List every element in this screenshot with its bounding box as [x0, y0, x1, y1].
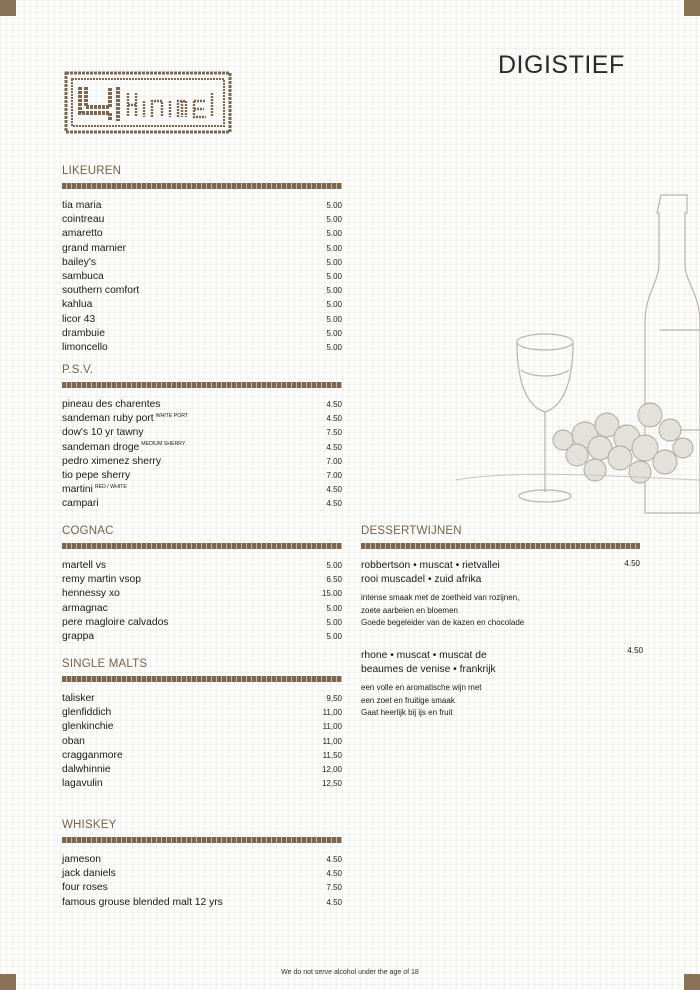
- menu-item-name: tia maria: [62, 200, 102, 211]
- menu-item-row: [62, 213, 342, 227]
- dessert-wine-description: [361, 592, 640, 630]
- menu-item-price: 7.00: [326, 470, 342, 480]
- dessert-wine-item: [361, 559, 640, 649]
- menu-item-price: 5.00: [326, 603, 342, 613]
- menu-item-row: [62, 763, 342, 777]
- menu-item: [62, 298, 92, 312]
- menu-item-price: 9,50: [326, 694, 342, 703]
- section-divider: [361, 543, 640, 549]
- menu-item-row: [62, 706, 342, 720]
- menu-item: [62, 398, 160, 412]
- menu-item-price: 12,50: [321, 779, 342, 789]
- menu-item-row: [62, 298, 342, 312]
- menu-item-name: pedro ximenez sherry: [62, 455, 162, 467]
- menu-item-name: martell vs: [62, 560, 107, 571]
- menu-item: [62, 199, 101, 213]
- menu-item: [62, 720, 114, 734]
- menu-item-row: [62, 469, 342, 483]
- menu-item-note: RED / WHITE: [94, 483, 127, 490]
- menu-item-price: 4.50: [326, 485, 342, 495]
- menu-item: [62, 692, 95, 706]
- menu-item-name: sandeman ruby port: [62, 413, 154, 425]
- menu-item-name: dow's 10 yr tawny: [62, 427, 144, 439]
- menu-item: [62, 706, 111, 720]
- menu-item-name: jameson: [62, 854, 101, 865]
- menu-item: [62, 313, 95, 327]
- menu-item-name: lagavulin: [62, 778, 103, 790]
- corner-ornament: [684, 0, 700, 16]
- menu-item-name: sandeman droge: [62, 441, 140, 453]
- dessert-wine-title-line: robbertson • muscat • rietvallei: [361, 560, 500, 571]
- menu-item: [62, 497, 99, 511]
- menu-item-name: bailey's: [62, 256, 97, 268]
- menu-item: [62, 867, 116, 881]
- section-divider: [62, 543, 342, 549]
- menu-item-price: 4.50: [326, 855, 342, 864]
- wine-bottle-glass-grapes-illustration: [455, 190, 700, 520]
- menu-item-price: 7.50: [326, 883, 342, 893]
- menu-item: [62, 455, 161, 469]
- dessert-wine-title-line: beaumes de venise • frankrijk: [361, 663, 496, 675]
- section-single-malts: [62, 657, 342, 791]
- menu-item-row: [62, 426, 342, 440]
- menu-item-price: 7.50: [326, 428, 342, 438]
- dessert-wine-description-line: een volle en aromatische wijn met: [361, 683, 482, 692]
- menu-item-price: 5.00: [326, 271, 342, 281]
- menu-item-name: martini: [62, 484, 93, 496]
- age-restriction-note: We do not serve alcohol under the age of 18: [281, 969, 419, 976]
- dessert-wine-title-line: rooi muscadel • zuid afrika: [361, 573, 482, 585]
- section-likeuren: [62, 164, 342, 355]
- section-title: WHISKEY: [62, 819, 117, 831]
- menu-item-price: 4.50: [326, 414, 342, 424]
- section-divider: [62, 183, 342, 189]
- menu-item: [62, 896, 223, 910]
- menu-item: [62, 735, 85, 749]
- menu-item: [62, 749, 123, 763]
- menu-item-row: [62, 497, 342, 511]
- menu-item-price: 5.00: [326, 561, 342, 570]
- menu-item-row: [62, 313, 342, 327]
- menu-item-name: grappa: [62, 630, 95, 642]
- section-divider: [62, 382, 342, 388]
- menu-item-row: [62, 777, 342, 791]
- menu-item-name: dalwhinnie: [62, 763, 111, 775]
- menu-item-price: 12,00: [321, 764, 342, 774]
- section-cognac: [62, 524, 342, 644]
- menu-item-name: limoncello: [62, 341, 108, 353]
- menu-item: [62, 213, 104, 227]
- menu-item-price: 4.50: [326, 442, 342, 452]
- dessert-wine-description-line: een zoet en fruitige smaak: [361, 695, 455, 705]
- section-divider: [62, 676, 342, 682]
- menu-item-name: armagnac: [62, 602, 108, 614]
- menu-item: [62, 242, 126, 256]
- menu-item-price: 5.00: [326, 229, 342, 239]
- menu-item: [62, 630, 94, 644]
- menu-item: [62, 441, 185, 455]
- menu-item-row: [62, 749, 342, 763]
- menu-list-psv: [62, 398, 342, 512]
- menu-item-name: jack daniels: [62, 868, 116, 880]
- dessert-wine-description-line: zoete aarbeien en bloemen: [361, 605, 458, 615]
- menu-item-name: glenfiddich: [62, 707, 112, 719]
- menu-item: [62, 602, 108, 616]
- dessert-wine-description-line: Gaat heerlijk bij ijs en fruit: [361, 708, 453, 718]
- menu-item-name: pineau des charentes: [62, 399, 161, 410]
- menu-item-row: [62, 867, 342, 881]
- menu-item-row: [62, 602, 342, 616]
- menu-item-row: [62, 242, 342, 256]
- menu-item-row: [62, 559, 342, 573]
- menu-item-row: [62, 881, 342, 895]
- page-title: DIGISTIEF: [498, 51, 625, 79]
- menu-item-name: four roses: [62, 882, 108, 894]
- menu-item-price: 5.00: [326, 314, 342, 324]
- menu-item-name: drambuie: [62, 327, 105, 339]
- menu-item: [62, 881, 108, 895]
- menu-item-row: [62, 735, 342, 749]
- menu-item: [62, 270, 104, 284]
- menu-item: [62, 853, 101, 867]
- menu-item-row: [62, 398, 342, 412]
- menu-item-row: [62, 327, 342, 341]
- section-title: DESSERTWIJNEN: [361, 525, 462, 537]
- menu-item-price: 5.00: [326, 257, 342, 267]
- restaurant-logo-icon: [64, 71, 232, 134]
- menu-item: [62, 256, 96, 270]
- section-dessertwijnen: [361, 524, 643, 729]
- menu-item-row: [62, 587, 342, 601]
- dessert-wine-title: [361, 559, 601, 586]
- dessert-wine-price: 4.50: [624, 559, 640, 568]
- menu-item-price: 4.50: [326, 400, 342, 409]
- menu-item-name: glenkinchie: [62, 721, 114, 733]
- menu-item-row: [62, 341, 342, 355]
- menu-item-name: campari: [62, 498, 99, 510]
- menu-item-price: 5.00: [326, 617, 342, 627]
- menu-item-row: [62, 692, 342, 706]
- menu-item-row: [62, 256, 342, 270]
- dessert-wine-price: 4.50: [627, 646, 643, 655]
- menu-item-price: 5.00: [326, 342, 342, 352]
- menu-list-cognac: [62, 559, 342, 644]
- section-title: COGNAC: [62, 525, 114, 537]
- menu-item-price: 6.50: [326, 575, 342, 585]
- menu-item-row: [62, 630, 342, 644]
- section-title: SINGLE MALTS: [62, 658, 148, 670]
- section-whiskey: [62, 818, 342, 910]
- menu-item-price: 5.00: [326, 328, 342, 338]
- menu-item-row: [62, 720, 342, 734]
- menu-item-price: 11,50: [322, 750, 342, 760]
- menu-item: [62, 763, 111, 777]
- menu-item-price: 5.00: [326, 631, 342, 641]
- section-title: LIKEUREN: [62, 165, 122, 177]
- menu-item-name: oban: [62, 735, 85, 747]
- menu-item-price: 5.00: [326, 300, 342, 310]
- menu-item-price: 4.50: [326, 869, 342, 879]
- menu-item-price: 7.00: [326, 456, 342, 466]
- menu-item-name: kahlua: [62, 299, 93, 311]
- corner-ornament: [0, 974, 16, 990]
- section-title: P.S.V.: [62, 364, 94, 376]
- menu-item-name: pere magloire calvados: [62, 616, 169, 628]
- menu-item: [62, 559, 106, 573]
- menu-item: [62, 426, 144, 440]
- menu-item-price: 4.50: [326, 499, 342, 509]
- menu-item: [62, 573, 141, 587]
- menu-item-row: [62, 853, 342, 867]
- menu-item-name: talisker: [62, 693, 95, 704]
- menu-item-row: [62, 199, 342, 213]
- menu-item-name: sambuca: [62, 270, 104, 282]
- menu-item-price: 11,00: [322, 722, 342, 732]
- menu-item-price: 5.00: [326, 201, 342, 210]
- menu-item-name: southern comfort: [62, 285, 140, 297]
- menu-item: [62, 587, 120, 601]
- menu-item-price: 4.50: [326, 897, 342, 907]
- menu-item-price: 15.00: [321, 589, 342, 599]
- menu-item: [62, 284, 139, 298]
- dessert-wine-title: [361, 649, 601, 676]
- menu-item-name: remy martin vsop: [62, 574, 141, 586]
- menu-item-note: WHITE PORT: [155, 412, 189, 419]
- menu-item-row: [62, 270, 342, 284]
- menu-item: [62, 469, 130, 483]
- dessert-wine-item: [361, 646, 643, 729]
- menu-item-row: [62, 455, 342, 469]
- dessert-wine-description: [361, 682, 640, 720]
- dessert-wine-title-line: rhone • muscat • muscat de: [361, 650, 487, 661]
- menu-item-note: MEDIUM SHERRY: [141, 441, 186, 448]
- menu-item-name: hennessy xo: [62, 588, 120, 600]
- menu-item: [62, 227, 103, 241]
- menu-item: [62, 341, 108, 355]
- menu-item-row: [62, 227, 342, 241]
- menu-item: [62, 412, 188, 426]
- menu-list-likeuren: [62, 199, 342, 355]
- menu-item-row: [62, 616, 342, 630]
- menu-item-row: [62, 412, 342, 426]
- menu-item-price: 5.00: [326, 215, 342, 225]
- menu-item: [62, 616, 168, 630]
- menu-item-price: 11,00: [322, 736, 342, 746]
- menu-item-name: tio pepe sherry: [62, 469, 131, 481]
- menu-item-name: cragganmore: [62, 749, 123, 761]
- section-divider: [62, 837, 342, 843]
- corner-ornament: [0, 0, 16, 16]
- menu-item: [62, 327, 105, 341]
- menu-item-name: famous grouse blended malt 12 yrs: [62, 896, 223, 908]
- menu-item-row: [62, 573, 342, 587]
- dessert-wine-description-line: Goede begeleider van de kazen en chocolade: [361, 618, 525, 628]
- menu-item-name: licor 43: [62, 313, 96, 325]
- menu-item-price: 5.00: [326, 286, 342, 296]
- menu-item-price: 11,00: [322, 708, 342, 718]
- menu-item-row: [62, 483, 342, 497]
- menu-item-name: amaretto: [62, 228, 103, 240]
- menu-item-name: grand marnier: [62, 242, 127, 254]
- menu-item-row: [62, 896, 342, 910]
- menu-item-row: [62, 284, 342, 298]
- corner-ornament: [684, 974, 700, 990]
- menu-item: [62, 483, 127, 497]
- dessert-wine-description-line: intense smaak met de zoetheid van rozijnen,: [361, 593, 520, 602]
- menu-item-row: [62, 441, 342, 455]
- menu-list-whiskey: [62, 853, 342, 910]
- menu-list-single-malts: [62, 692, 342, 791]
- menu-item-price: 5.00: [326, 243, 342, 253]
- menu-item-name: cointreau: [62, 214, 105, 226]
- section-psv: [62, 363, 342, 512]
- menu-item: [62, 777, 103, 791]
